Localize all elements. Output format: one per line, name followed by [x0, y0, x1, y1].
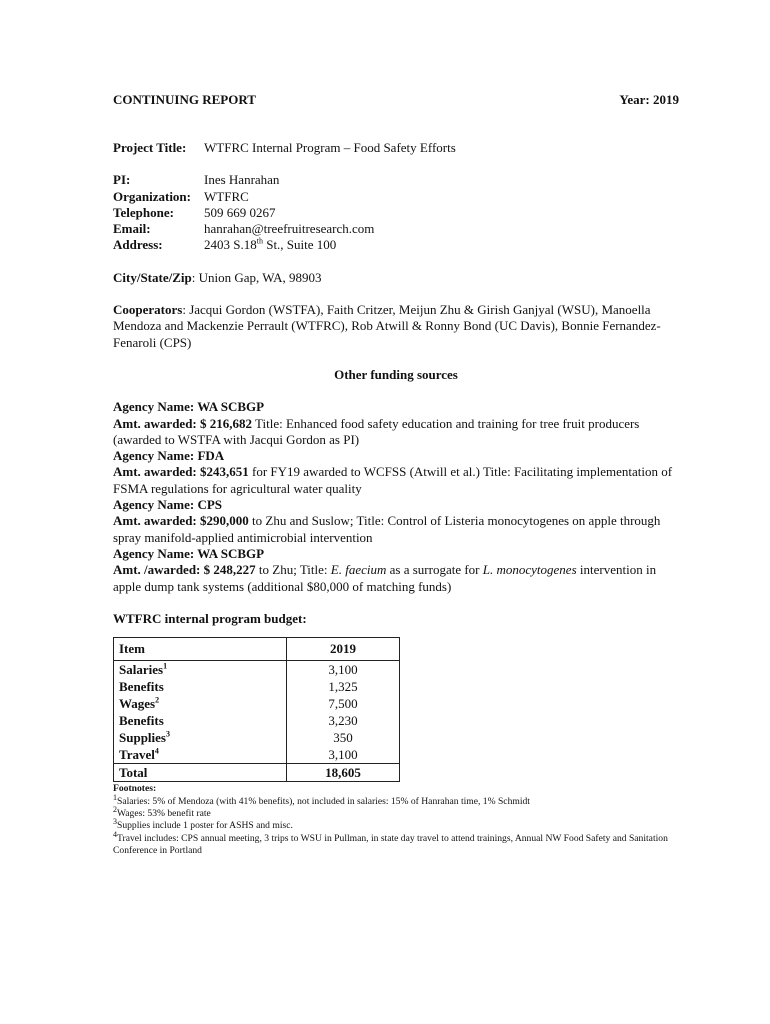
footnotes [113, 783, 679, 857]
footnote: $^3$Supplies include 1 poster for ASHS and misc. [113, 817, 293, 832]
table-row: Benefits 1,325 [114, 678, 400, 695]
table-row: Travel$^4$ 3,100 [114, 746, 400, 764]
city-state-zip [113, 270, 679, 286]
footnote: $^1$Salaries: 5% of Mendoza (with 41% benefits), not included in salaries: 15% of Hanrahan time, 1% Schmidt [113, 792, 530, 807]
table-row: Wages$^2$ 7,500 [114, 695, 400, 712]
footnotes-heading: Footnotes: [113, 783, 157, 795]
agency-award: Amt. awarded: $290,000 to Zhu and Suslow; Title: Control of Listeria monocytogenes on apple through spray manifold-applied antimicrobial intervention [113, 513, 661, 545]
total-value: 18,605 [287, 764, 400, 782]
project-title-value: WTFRC Internal Program – Food Safety Efforts [204, 140, 456, 155]
telephone-value: 509 669 0267 [204, 204, 276, 220]
table-header-row [114, 638, 400, 661]
agency-award: Amt. /awarded: $ 248,227 to Zhu; Title: E. faecium as a surrogate for L. monocytogenes intervention in apple dump tank systems (additional $80,000 of matching funds) [113, 562, 657, 594]
city-value: : Union Gap, WA, 98903 [191, 269, 322, 285]
agency-name: Agency Name: CPS [113, 497, 223, 513]
cooperators-text: : Jacqui Gordon (WSTFA), Faith Critzer, Meijun Zhu & Girish Ganjyal (WSU), Manoella Mendoza and Mackenzie Perrault (WTFRC), Rob Atwill & Ronny Bond (UC Davis), Bonnie Fernandez-Fenaroli (CPS) [113, 302, 661, 350]
address-value: 2403 S.18th St., Suite 100 [204, 237, 337, 253]
agency-award: Amt. awarded: $243,651 for FY19 awarded to WCFSS (Atwill et al.) Title: Facilitating implementation of FSMA regulations for agricultural water quality [113, 464, 673, 496]
organization-label: Organization: [113, 188, 191, 204]
budget-heading: WTFRC internal program budget: [113, 610, 307, 626]
report-year: Year: 2019 [619, 92, 679, 107]
project-title-label: Project Title: [113, 140, 187, 155]
table-total-row [114, 764, 400, 782]
email-label: Email: [113, 221, 151, 237]
budget-table [113, 637, 400, 782]
total-label: Total [114, 764, 287, 782]
footnote: $^2$Wages: 53% benefit rate [113, 804, 211, 819]
report-page [113, 92, 679, 858]
agency-name: Agency Name: FDA [113, 448, 225, 464]
table-row: Salaries$^1$ 3,100 [114, 661, 400, 679]
report-header [113, 92, 679, 108]
city-label: City/State/Zip [113, 269, 192, 285]
project-title-row [113, 140, 679, 156]
telephone-label: Telephone: [113, 204, 174, 220]
contact-block [113, 172, 679, 253]
email-value: hanrahan@treefruitresearch.com [204, 221, 375, 237]
agency-award: Amt. awarded: $ 216,682 Title: Enhanced food safety education and training for tree fruit producers (awarded to WSTFA with Jacqui Gordon as PI) [113, 415, 640, 447]
column-header-item: Item [114, 638, 287, 661]
organization-value: WTFRC [204, 188, 249, 204]
agency-name: Agency Name: WA SCBGP [113, 399, 265, 415]
cooperators-paragraph [113, 302, 679, 351]
pi-value: Ines Hanrahan [204, 172, 280, 188]
funding-list [113, 399, 679, 595]
pi-label: PI: [113, 172, 131, 188]
cooperators-label: Cooperators [113, 302, 183, 318]
table-row: Supplies$^3$ 350 [114, 729, 400, 746]
column-header-year: 2019 [287, 638, 400, 661]
other-funding-heading: Other funding sources [334, 366, 458, 382]
table-row: Benefits 3,230 [114, 712, 400, 729]
address-label: Address: [113, 237, 163, 253]
report-title: CONTINUING REPORT [113, 92, 256, 107]
footnote: $^4$Travel includes: CPS annual meeting, 3 trips to WSU in Pullman, in state day travel to attend trainings, Annual NW Food Safety and Sanitation Conference in Portland [113, 829, 668, 857]
agency-name: Agency Name: WA SCBGP [113, 545, 265, 561]
